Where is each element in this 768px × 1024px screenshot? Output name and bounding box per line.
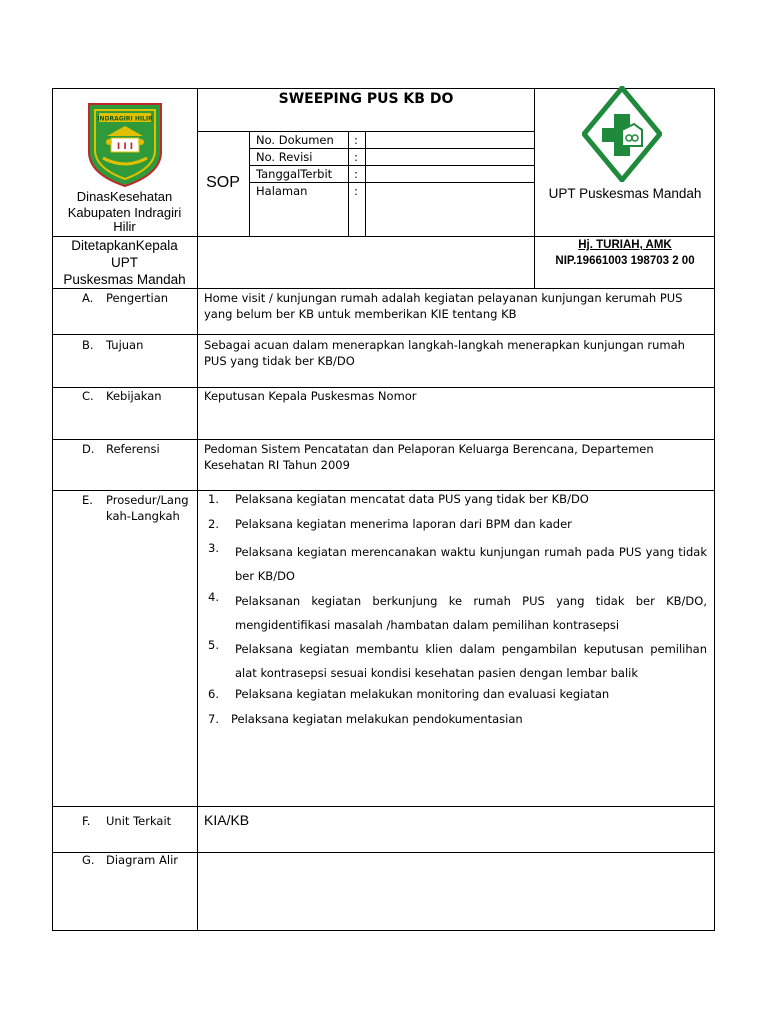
step-number: 7. [208, 712, 219, 726]
section-label-tujuan: Tujuan [106, 338, 144, 352]
section-letter-c: C. [82, 389, 94, 403]
puskesmas-logo [582, 86, 662, 182]
section-label-unit-terkait: Unit Terkait [106, 814, 172, 828]
left-org-line-2: Kabupaten Indragiri [67, 205, 182, 220]
meta-colon: : [354, 167, 358, 181]
step-number: 6. [208, 687, 219, 701]
section-label-prosedur-2: kah-Langkah [106, 509, 180, 523]
step-text: Pelaksana kegiatan mencatat data PUS yang tidak ber KB/DO [235, 492, 589, 506]
section-content-kebijakan: Keputusan Kepala Puskesmas Nomor [204, 389, 417, 403]
section-content-unit-terkait: KIA/KB [204, 812, 250, 828]
section-letter-g: G. [82, 853, 95, 867]
step-number: 2. [208, 517, 219, 531]
meta-colon: : [354, 184, 358, 198]
step-number: 4. [208, 590, 219, 604]
left-org-line-3: Hilir [113, 219, 136, 234]
step-text: Pelaksana kegiatan membantu klien dalam pengambilan keputusan pemilihan alat kontrasepsi sesuai kondisi kesehatan pasien dengan lembar balik [235, 642, 707, 680]
step-number: 3. [208, 541, 219, 555]
meta-colon: : [354, 133, 358, 147]
svg-text:I I I: I I I [116, 142, 134, 152]
section-label-prosedur-1: Prosedur/Lang [106, 493, 189, 507]
step-number: 5. [208, 638, 219, 652]
left-org-name [52, 189, 197, 233]
section-label-referensi: Referensi [106, 442, 160, 456]
step-text: Pelaksana kegiatan melakukan pendokumentasian [231, 712, 523, 726]
section-letter-a: A. [82, 291, 94, 305]
section-letter-d: D. [82, 442, 95, 456]
ditetapkan-line-1: DitetapkanKepala [71, 238, 178, 253]
meta-label-halaman: Halaman [256, 184, 308, 198]
meta-label-tanggal-terbit: TanggalTerbit [256, 167, 333, 181]
right-org-name: UPT Puskesmas Mandah [548, 186, 702, 201]
step-text: Pelaksana kegiatan merencanakan waktu kunjungan rumah pada PUS yang tidak ber KB/DO [235, 545, 707, 583]
section-letter-f: F. [82, 814, 91, 828]
signer-name: Hj. TURIAH, AMK [578, 239, 672, 251]
meta-label-no-dokumen: No. Dokumen [256, 133, 334, 147]
step-text: Pelaksana kegiatan menerima laporan dari BPM dan kader [235, 517, 572, 531]
left-org-line-1: DinasKesehatan [76, 189, 173, 204]
section-label-pengertian: Pengertian [106, 291, 169, 305]
section-content-pengertian: Home visit / kunjungan rumah adalah kegiatan pelayanan kunjungan kerumah PUS yang belum ber KB untuk memberikan KIE tentang KB [204, 291, 683, 321]
section-label-diagram-alir: Diagram Alir [106, 853, 179, 867]
svg-text:INDRAGIRI HILIR: INDRAGIRI HILIR [97, 115, 153, 123]
section-letter-e: E. [82, 493, 93, 507]
document-title: SWEEPING PUS KB DO [278, 91, 454, 107]
signer-nip: NIP.19661003 198703 2 00 [555, 255, 695, 267]
ditetapkan-line-3: Puskesmas Mandah [63, 272, 186, 287]
step-number: 1. [208, 492, 219, 506]
meta-colon: : [354, 150, 358, 164]
section-content-tujuan: Sebagai acuan dalam menerapkan langkah-langkah menerapkan kunjungan rumah PUS yang tidak ber KB/DO [204, 338, 685, 368]
ditetapkan-block [52, 237, 197, 288]
ditetapkan-line-2: UPT [111, 255, 138, 270]
kabupaten-emblem-logo [85, 100, 165, 188]
section-content-referensi: Pedoman Sistem Pencatatan dan Pelaporan Keluarga Berencana, Departemen Kesehatan RI Tahun 2009 [204, 442, 654, 472]
section-label-kebijakan: Kebijakan [106, 389, 162, 403]
sop-label: SOP [206, 174, 240, 191]
meta-label-no-revisi: No. Revisi [256, 150, 313, 164]
step-text: Pelaksana kegiatan melakukan monitoring dan evaluasi kegiatan [235, 687, 610, 701]
section-letter-b: B. [82, 338, 94, 352]
step-text: Pelaksanan kegiatan berkunjung ke rumah PUS yang tidak ber KB/DO, mengidentifikasi masalah /hambatan dalam pemilihan kontrasepsi [235, 594, 707, 632]
